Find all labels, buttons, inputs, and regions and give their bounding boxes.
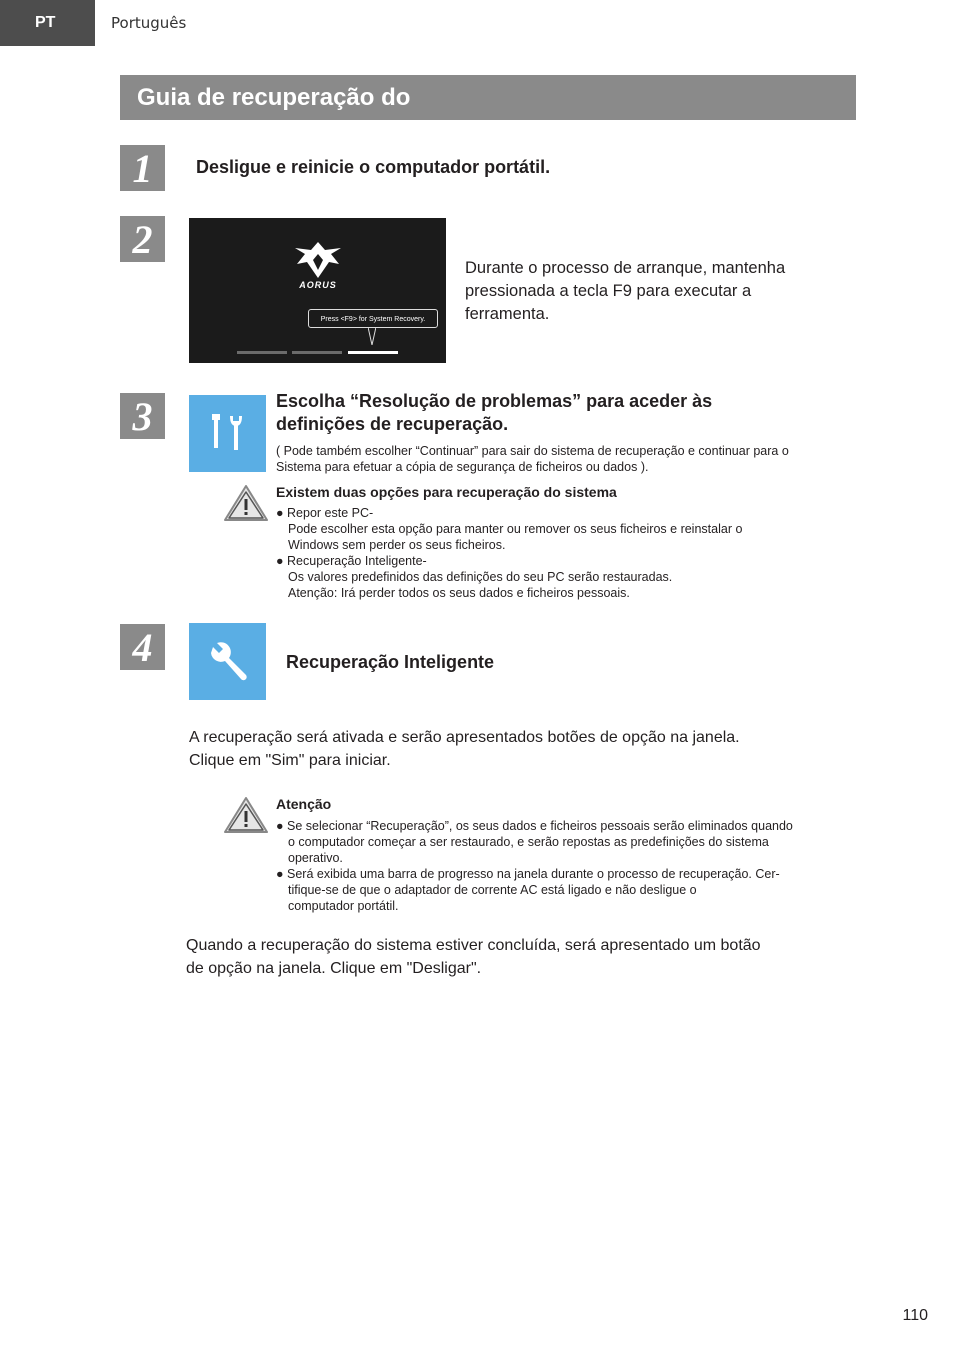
language-tab: PT [0,0,95,46]
language-name: Português [111,14,187,32]
aorus-eagle-icon [293,240,343,280]
completion-text: Quando a recuperação do sistema estiver concluída, será apresentado um botão de opção na janela. Clique em "Desligar". [186,937,761,977]
aorus-logo-text: AORUS [299,280,337,290]
progress-segment-1 [237,351,287,354]
step-1-number: 1 [120,145,165,191]
prompt-pointer-icon [368,327,376,345]
step-3-heading: Escolha “Resolução de problemas” para aceder às definições de recuperação. [276,391,713,434]
progress-segment-2 [292,351,342,354]
troubleshoot-tile [189,395,266,472]
system-recovery-prompt: Press <F9> for System Recovery. [308,309,438,328]
warning-icon [223,484,269,522]
step-2-description: Durante o processo de arranque, mantenha pressionada a tecla F9 para executar a ferramenta. [465,259,786,323]
progress-segment-3 [348,351,398,354]
tools-icon [208,412,248,456]
boot-screen-image [189,218,446,363]
attention-list: ● Se selecionar “Recuperação”, os seus dados e ficheiros pessoais serão eliminados quando o computador começar a ser restaurado, e serão repostas as predefinições do sistema operativo. ● Será exibida uma barra de progresso na janela durante o processo de recuperação. Cer- tifique-se de que o adaptador de corrente AC está ligado e não desligue o computador portátil. [276,819,793,913]
step-2-number: 2 [120,216,165,262]
step-3-number: 3 [120,393,165,439]
step-4-description: A recuperação será ativada e serão apresentados botões de opção na janela. Clique em "Sim" para iniciar. [189,729,740,769]
step-1-text: Desligue e reinicie o computador portátil. [196,157,551,177]
attention-title: Atenção [276,796,332,812]
page-title: Guia de recuperação do [120,75,856,120]
wrench-icon [205,639,251,685]
step-4-heading: Recuperação Inteligente [286,652,495,672]
step-3-note: ( Pode também escolher “Continuar” para sair do sistema de recuperação e continuar para o Sistema para efetuar a cópia de segurança de ficheiros ou dados ). [276,444,789,474]
recovery-options-title: Existem duas opções para recuperação do sistema [276,484,617,500]
warning-icon [223,796,269,834]
smart-recovery-tile [189,623,266,700]
page-number: 110 [902,1307,928,1324]
recovery-options-list: ● Repor este PC- Pode escolher esta opção para manter ou remover os seus ficheiros e reinstalar o Windows sem perder os seus ficheiros. ● Recuperação Inteligente- Os valores predefinidos das definições do seu PC serão restauradas. Atenção: Irá perder todos os seus dados e ficheiros pessoais. [276,506,743,600]
step-4-number: 4 [120,624,165,670]
